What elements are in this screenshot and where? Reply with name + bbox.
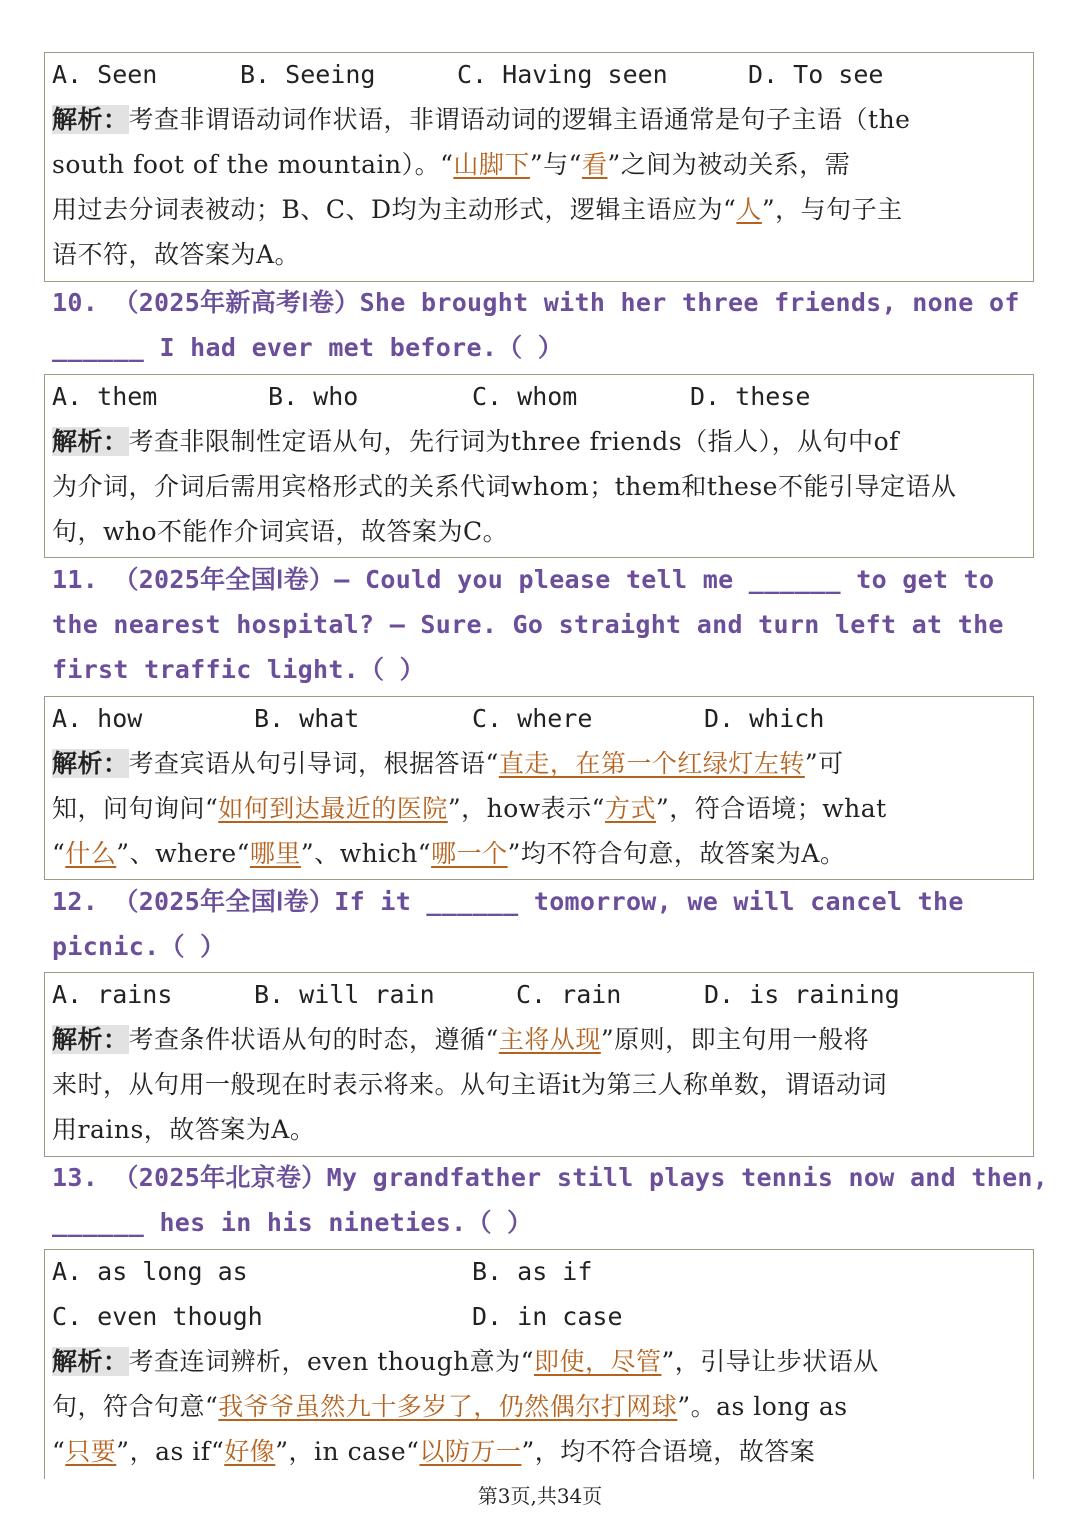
- analysis-line: [52, 232, 300, 277]
- analysis-text: ”可: [804, 749, 844, 778]
- analysis-text: 考查宾语从句引导词，根据答语“: [128, 749, 499, 778]
- option-d: D. which: [704, 704, 825, 733]
- question-12-line-1: 12. （2025年全国Ⅰ卷）If it ______ tomorrow, we will cancel the: [52, 887, 964, 916]
- analysis-text: 语不符，故答案为A。: [52, 240, 301, 269]
- analysis-text: 知，问句询问“: [52, 794, 219, 823]
- analysis-tag: 解析：: [52, 749, 129, 778]
- highlight: 直走，在第一个红绿灯左转: [498, 749, 805, 778]
- highlight: 主将从现: [498, 1025, 601, 1054]
- analysis-text: ”、which“: [300, 839, 432, 868]
- option-a: A. rains: [52, 980, 173, 1009]
- option-a: A. as long as: [52, 1257, 248, 1286]
- analysis-text: ”与“: [529, 150, 582, 179]
- question-12-line-2: picnic.（ ）: [52, 932, 226, 961]
- analysis-line: [52, 1017, 869, 1062]
- option-d: D. To see: [748, 60, 884, 89]
- highlight: 如何到达最近的医院: [218, 794, 448, 823]
- analysis-text: ”，in case“: [275, 1437, 420, 1466]
- analysis-text: 考查非谓语动词作状语，非谓语动词的逻辑主语通常是句子主语（the: [128, 105, 911, 134]
- option-b: B. will rain: [254, 980, 435, 1009]
- option-d: D. in case: [472, 1302, 623, 1331]
- analysis-tag: 解析：: [52, 427, 129, 456]
- highlight: 以防万一: [419, 1437, 522, 1466]
- option-b: B. Seeing: [240, 60, 376, 89]
- highlight: 哪一个: [431, 839, 508, 868]
- analysis-line: [52, 1339, 879, 1384]
- question-11-line-3: first traffic light.（ ）: [52, 655, 425, 684]
- analysis-text: ”，与句子主: [761, 195, 903, 224]
- analysis-text: “: [52, 1437, 66, 1466]
- analysis-text: ”原则，即主句用一般将: [600, 1025, 870, 1054]
- option-b: B. as if: [472, 1257, 593, 1286]
- analysis-line: [52, 1429, 815, 1474]
- highlight: 方式: [604, 794, 656, 823]
- question-13-line-1: 13. （2025年北京卷）My grandfather still plays tennis now and then,: [52, 1163, 1049, 1192]
- analysis-text: 句，符合句意“: [52, 1392, 219, 1421]
- page-number: 第3页,共34页: [477, 1484, 603, 1508]
- highlight: 好像: [224, 1437, 276, 1466]
- analysis-line: 来时，从句用一般现在时表示将来。从句主语it为第三人称单数，谓语动词: [52, 1070, 888, 1099]
- question-10-line-1: 10. （2025年新高考Ⅰ卷）She brought with her three friends, none of: [52, 288, 1020, 317]
- analysis-text: 用过去分词表被动；B、C、D均为主动形式，逻辑主语应为“: [52, 195, 737, 224]
- analysis-text: ”均不符合句意，故答案为A。: [507, 839, 846, 868]
- analysis-line: 为介词，介词后需用宾格形式的关系代词whom；them和these不能引导定语从: [52, 472, 957, 501]
- option-c: C. whom: [472, 382, 578, 411]
- analysis-line: 句，who不能作介词宾语，故答案为C。: [52, 517, 509, 546]
- analysis-line: [52, 97, 910, 142]
- analysis-text: ”，as if“: [116, 1437, 225, 1466]
- option-a: A. how: [52, 704, 143, 733]
- analysis-line: [52, 831, 845, 876]
- analysis-line: [52, 419, 899, 464]
- option-b: B. what: [254, 704, 360, 733]
- analysis-text: “: [52, 839, 66, 868]
- highlight: 山脚下: [453, 150, 530, 179]
- option-a: A. them: [52, 382, 158, 411]
- highlight: 什么: [65, 839, 117, 868]
- analysis-tag: 解析：: [52, 1025, 129, 1054]
- analysis-text: 考查条件状语从句的时态，遵循“: [128, 1025, 499, 1054]
- analysis-line: [52, 187, 903, 232]
- highlight: 只要: [65, 1437, 117, 1466]
- option-b: B. who: [268, 382, 359, 411]
- analysis-text: ”。as long as: [677, 1392, 848, 1421]
- question-11-line-1: 11. （2025年全国Ⅰ卷）— Could you please tell me ______ to get to: [52, 565, 995, 594]
- question-11-line-2: the nearest hospital? — Sure. Go straight and turn left at the: [52, 610, 1004, 639]
- highlight: 看: [581, 150, 608, 179]
- option-d: D. these: [690, 382, 811, 411]
- analysis-text: ”、where“: [116, 839, 250, 868]
- question-13-line-2: ______ hes in his nineties.（ ）: [52, 1208, 533, 1237]
- analysis-text: ”之间为被动关系，需: [607, 150, 851, 179]
- analysis-text: ”，符合语境；what: [655, 794, 887, 823]
- analysis-text: south foot of the mountain）。“: [52, 150, 454, 179]
- analysis-line: [52, 741, 844, 786]
- analysis-line: 用rains，故答案为A。: [52, 1115, 316, 1144]
- option-c: C. rain: [516, 980, 622, 1009]
- highlight: 哪里: [249, 839, 301, 868]
- option-c: C. even though: [52, 1302, 263, 1331]
- analysis-line: [52, 142, 850, 187]
- analysis-line: [52, 1384, 848, 1429]
- highlight: 我爷爷虽然九十多岁了，仍然偶尔打网球: [218, 1392, 678, 1421]
- analysis-line: [52, 786, 887, 831]
- analysis-text: ”，how表示“: [447, 794, 605, 823]
- option-c: C. where: [472, 704, 593, 733]
- question-10-line-2: ______ I had ever met before.（ ）: [52, 333, 564, 362]
- option-c: C. Having seen: [457, 60, 668, 89]
- analysis-text: ”，引导让步状语从: [661, 1347, 879, 1376]
- analysis-tag: 解析：: [52, 1347, 129, 1376]
- highlight: 即使，尽管: [533, 1347, 662, 1376]
- analysis-text: 考查连词辨析，even though意为“: [128, 1347, 534, 1376]
- highlight: 人: [736, 195, 762, 224]
- analysis-tag: 解析：: [52, 105, 129, 134]
- analysis-text: ”，均不符合语境，故答案: [521, 1437, 816, 1466]
- option-a: A. Seen: [52, 60, 158, 89]
- option-d: D. is raining: [704, 980, 900, 1009]
- analysis-text: 考查非限制性定语从句，先行词为three friends（指人），从句中of: [128, 427, 899, 456]
